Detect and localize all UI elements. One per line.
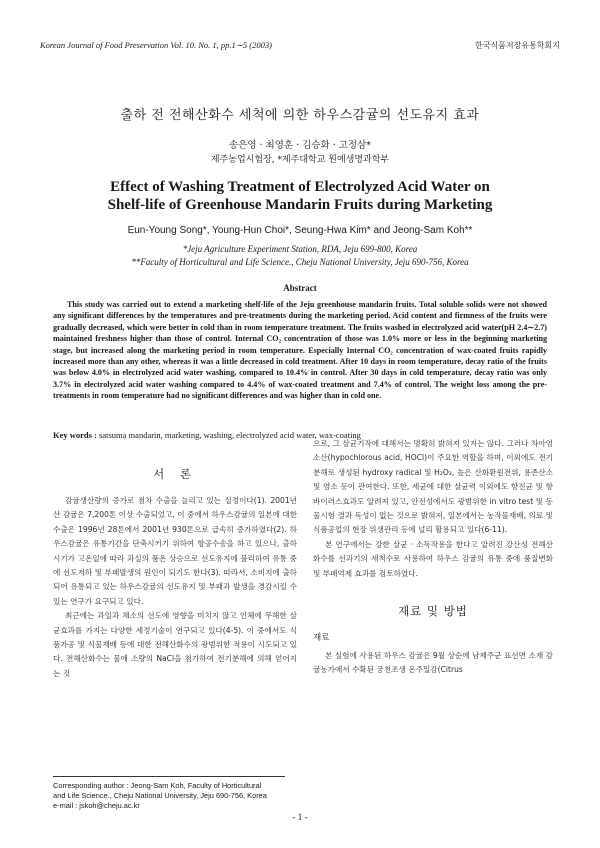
left-column [53,466,297,681]
english-title-line-1: Effect of Washing Treatment of Electrolyzed Acid Water on [110,179,490,195]
affiliation-1: *Jeju Agriculture Experiment Station, RDA, Jeju 699-800, Korea [182,244,418,254]
methods-paragraph-1: 본 실험에 사용된 하우스 감귤은 9월 상순에 남제주군 표선면 소재 감귤농가에서 수확된 궁천조생 온주밀감(Citrus [313,651,553,675]
footnote-line-1: Corresponding author : Jeong-Sam Koh, Faculty of Horticultural [53,781,262,790]
footnote-line-2: and Life Science., Cheju National University, Jeju 690-756, Korea [53,791,267,800]
korean-authors: 송은영 · 최영훈 · 김승화 · 고정삼* [228,140,372,151]
intro-paragraph-2: 최근에는 과일과 채소의 선도에 영향을 미치지 않고 인체에 무해한 살균효과를 가지는 다양한 세정기술이 연구되고 있다(4-5). 이 중에서도 식품가공 및 식물재배 등에 대한 전해산화수의 광범위한 적용이 시도되고 있다. 전해산화수는 물에 소량의 NaCl을 첨가하여 전기분해에 의해 얻어지는 것 [53,611,297,678]
affiliation-2: **Faculty of Horticultural and Life Science., Cheju National University, Jeju 690-756, Korea [131,256,469,267]
intro-heading: 서 론 [153,467,197,481]
page-number: - 1 - [292,812,308,822]
korean-title: 출하 전 전해산화수 세척에 의한 하우스감귤의 선도유지 효과 [120,108,480,123]
keywords-label: Key words : [53,430,97,440]
right-column [313,437,553,678]
intro-paragraph-1: 감귤생산량의 증가로 점차 수출을 늘리고 있는 실정이다(1). 2001년산 감귤은 7,200톤 이상 수출되었고, 이 중에서 하우스감귤의 일본에 대한 수출은 1996년 28톤에서 2001년 930톤으로 급속히 증가하였다(2). 하우스감귤은 유통기간을 단축시키기 위하여 항공수송을 하고 있으나, 출하시기가 고온일에 따라 과실의 품온 상승으로 선도유지에 불리하여 유통 중에 선도저하 및 부패발생의 원인이 되기도 한다(3). 따라서, 소비지에 출하되어 유통되고 있는 하우스감귤의 선도유지 및 부패과 발생을 경감시킬 수 있는 연구가 요구되고 있다. [53,496,297,606]
keywords-text: satsuma mandarin, marketing, washing, electrolyzed acid water, wax-coating [96,430,361,440]
english-title [0,178,600,214]
corresponding-author-footnote [53,776,285,811]
korean-affiliation: 제주농업시험장, *제주대학교 원예생명과학부 [210,155,390,165]
abstract-heading: Abstract [283,283,317,293]
methods-heading: 재료 및 방법 [398,604,468,619]
journal-citation: Korean Journal of Food Preservation Vol. 10. No. 1, pp.1∼5 (2003) [40,40,272,50]
abstract-text: This study was carried out to extend a marketing shelf-life of the Jeju greenhouse mandarin fruits. Total soluble solids were not showed any significant differences by the temperatures and pre-treatments during the marketing period. Acid content and firmness of the fruits were gradually decreased, which were better in cold than in room temperature treatment. The fruits washed in electrolyzed acid water(pH 2.4∼2.7) maintained freshness higher than those of control. Internal CO₂ concentration of those was 1.0% more or less in the beginning marketing stage, but increased along the marketing period in room temperature. Especially Internal CO₂ concentration of wax-coated fruits rapidly increased more than any other, whereas it was a little decreased in cold treatment. After 10 days in room temperature, decay ratio of the fruits was below 4.0% in electrolyzed acid water washing, compared to 10.4% in control. After 30 days in cold temperature, decay ratio was only 3.7% in electrolyzed acid water washing compared to 4.4% of wax-coated treatment and 7.4% of control. The weight loss among the pre-treatments in room temperature had no significant differences and was higher than in cold one. [53,300,547,401]
intro-paragraph-3: 으로, 그 살균기작에 대해서는 명확히 밝혀져 있지는 않다. 그러나 차아염소산(hypochlorous acid, HOCl)이 주요한 역할을 하며, 이외에도 전기분해로 생성된 hydroxy radical 및 H₂O₂, 높은 산화환원전위, 용존산소 및 염소 등이 관여한다. 또한, 세균에 대한 살균력 이외에도 항진균 및 항바이러스효과도 알려져 있고, 안전성에서도 광범위한 in vitro test 및 동물시험 결과 독성이 없는 것으로 밝혀져, 일본에서는 농작물재배, 의료 및 식품공업의 현장 위생관리 등에 널리 활용되고 있다(6-11). [313,439,553,535]
society-name: 한국식품저장유통학회지 [474,41,560,50]
materials-subheading: 재료 [313,633,330,644]
intro-paragraph-4: 본 연구에서는 강한 살균 · 소독작용을 한다고 알려진 강산성 전해산화수를 선과기의 세척수로 사용하여 하우스 감귤의 유통 중에 품질변화 및 부패억제 효과를 검토하였다. [313,539,553,578]
english-affiliations [0,243,600,268]
english-authors: Eun-Young Song*, Young-Hun Choi*, Seung-Hwa Kim* and Jeong-Sam Koh** [127,225,473,236]
english-title-line-2: Shelf-life of Greenhouse Mandarin Fruits during Marketing [107,197,493,213]
running-header [40,40,560,54]
footnote-email: e-mail : jskoh@cheju.ac.kr [53,801,140,810]
